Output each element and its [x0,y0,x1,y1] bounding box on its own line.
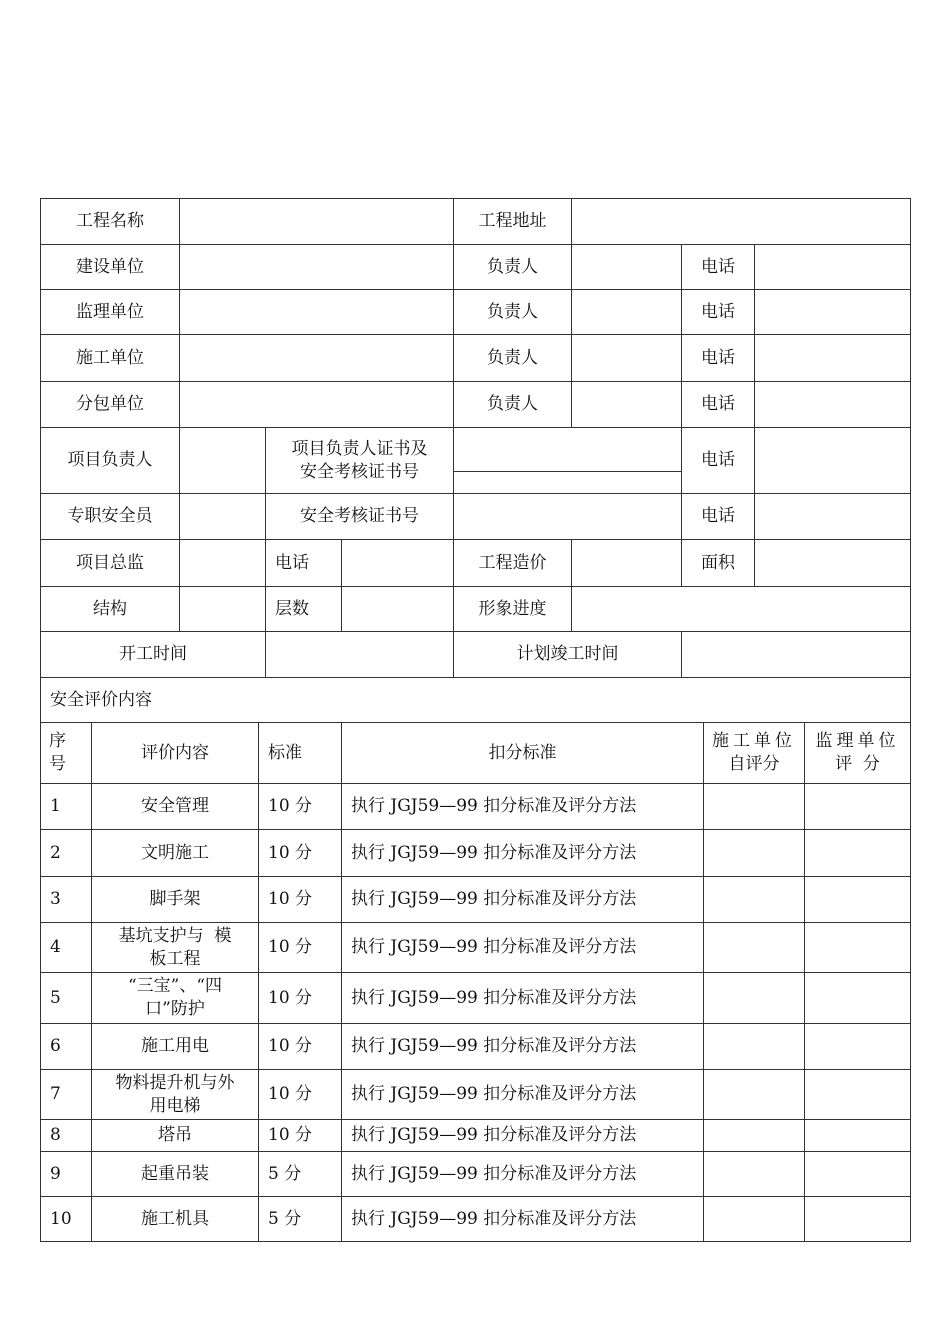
row-method: 执行 JGJ59—99 扣分标准及评分方法 [342,830,704,877]
supervisor-score-header-line2: 评 分 [835,754,880,774]
row-method: 执行 JGJ59—99 扣分标准及评分方法 [342,1197,704,1242]
table-row [41,923,911,973]
structure-label: 结构 [41,587,180,632]
project-info-table [40,198,911,723]
person-label: 负责人 [454,290,572,335]
row-self-score[interactable] [704,973,805,1024]
table-row [41,973,911,1024]
supervisor-score-header [805,723,911,784]
project-manager-label: 项目负责人 [41,428,180,494]
pm-phone-value[interactable] [755,428,911,494]
row-method: 执行 JGJ59—99 扣分标准及评分方法 [342,1070,704,1120]
row-supervisor-score[interactable] [805,1070,911,1120]
unit-value[interactable] [180,245,454,290]
person-value[interactable] [572,382,682,428]
row-self-score[interactable] [704,830,805,877]
row-method: 执行 JGJ59—99 扣分标准及评分方法 [342,1152,704,1197]
row-content: 文明施工 [92,830,259,877]
project-name-label: 工程名称 [41,199,180,245]
person-value[interactable] [572,290,682,335]
unit-label: 建设单位 [41,245,180,290]
safety-officer-value[interactable] [180,494,266,540]
index-header [41,723,92,784]
row-self-score[interactable] [704,1070,805,1120]
row-supervisor-score[interactable] [805,1024,911,1070]
row-content [92,1070,259,1120]
row-content-line1: “三宝”、“四 [127,976,223,996]
safety-phone-label: 电话 [682,494,755,540]
row-self-score[interactable] [704,877,805,923]
unit-label: 施工单位 [41,335,180,382]
project-address-value[interactable] [572,199,911,245]
supervisor-score-header-line1: 监理单位 [815,731,900,751]
unit-row [41,335,911,382]
standard-header: 标准 [259,723,342,784]
row-supervisor-score[interactable] [805,784,911,830]
person-label: 负责人 [454,245,572,290]
chief-phone-label: 电话 [266,540,342,587]
row-content-line2: 口”防护 [145,999,205,1019]
table-row [41,877,911,923]
row-standard: 10 分 [259,973,342,1024]
table-row [41,830,911,877]
row-content-line2: 用电梯 [149,1095,201,1116]
chief-supervisor-row [41,540,911,587]
deduction-header: 扣分标准 [342,723,704,784]
row-content-line1: 物料提升机与外 [115,1072,235,1093]
chief-phone-value[interactable] [342,540,454,587]
row-self-score[interactable] [704,1120,805,1152]
project-manager-row-top [41,428,911,472]
content-header: 评价内容 [92,723,259,784]
table-row [41,1024,911,1070]
cost-label: 工程造价 [454,540,572,587]
row-content: 起重吊装 [92,1152,259,1197]
structure-row [41,587,911,632]
phone-value[interactable] [755,335,911,382]
row-index: 6 [41,1024,92,1070]
row-standard: 5 分 [259,1197,342,1242]
row-standard: 10 分 [259,1024,342,1070]
table-row [41,1197,911,1242]
start-time-label: 开工时间 [41,632,266,678]
self-score-header-line1: 施工单位 [712,731,796,751]
phone-label: 电话 [682,382,755,428]
row-index: 10 [41,1197,92,1242]
person-value[interactable] [572,335,682,382]
row-content: 施工用电 [92,1024,259,1070]
pm-phone-label: 电话 [682,428,755,494]
evaluation-table [40,722,911,1242]
row-supervisor-score[interactable] [805,973,911,1024]
row-method: 执行 JGJ59—99 扣分标准及评分方法 [342,923,704,973]
row-self-score[interactable] [704,784,805,830]
unit-label: 监理单位 [41,290,180,335]
section-title-row [41,678,911,723]
row-index: 2 [41,830,92,877]
phone-label: 电话 [682,335,755,382]
person-label: 负责人 [454,382,572,428]
row-method: 执行 JGJ59—99 扣分标准及评分方法 [342,1120,704,1152]
unit-row [41,245,911,290]
phone-value[interactable] [755,245,911,290]
phone-value[interactable] [755,382,911,428]
row-content-line1: 基坑支护与 模 [118,925,232,946]
safety-cert-value[interactable] [454,494,682,540]
planned-completion-value[interactable] [682,632,911,678]
project-name-value[interactable] [180,199,454,245]
row-supervisor-score[interactable] [805,877,911,923]
phone-label: 电话 [682,290,755,335]
schedule-row [41,632,911,678]
row-method: 执行 JGJ59—99 扣分标准及评分方法 [342,784,704,830]
safety-officer-label: 专职安全员 [41,494,180,540]
safety-phone-value[interactable] [755,494,911,540]
row-method: 执行 JGJ59—99 扣分标准及评分方法 [342,1024,704,1070]
area-label: 面积 [682,540,755,587]
row-content-line2: 板工程 [149,948,201,969]
self-score-header [704,723,805,784]
row-supervisor-score[interactable] [805,1197,911,1242]
row-standard: 10 分 [259,1120,342,1152]
unit-value[interactable] [180,335,454,382]
row-index: 9 [41,1152,92,1197]
chief-supervisor-value[interactable] [180,540,266,587]
floors-value[interactable] [342,587,454,632]
phone-value[interactable] [755,290,911,335]
index-header-line2: 号 [49,754,66,774]
person-label: 负责人 [454,335,572,382]
row-supervisor-score[interactable] [805,830,911,877]
progress-value[interactable] [572,587,911,632]
self-score-header-line2: 自评分 [728,754,780,774]
index-header-line1: 序 [49,731,66,751]
pm-cert-label [266,428,454,494]
table-row [41,1120,911,1152]
safety-cert-label: 安全考核证书号 [266,494,454,540]
table-row [41,784,911,830]
unit-value[interactable] [180,382,454,428]
phone-label: 电话 [682,245,755,290]
row-content [92,973,259,1024]
structure-value[interactable] [180,587,266,632]
person-value[interactable] [572,245,682,290]
row-index: 4 [41,923,92,973]
unit-row [41,382,911,428]
pm-cert-value-1[interactable] [454,428,682,472]
section-title: 安全评价内容 [41,678,911,723]
chief-supervisor-label: 项目总监 [41,540,180,587]
start-time-value[interactable] [266,632,454,678]
row-self-score[interactable] [704,1152,805,1197]
evaluation-header-row [41,723,911,784]
safety-evaluation-form [40,198,910,1242]
row-content: 脚手架 [92,877,259,923]
row-content: 安全管理 [92,784,259,830]
area-value[interactable] [755,540,911,587]
pm-cert-label-line1: 项目负责人证书及 [291,438,428,459]
row-standard: 10 分 [259,877,342,923]
project-address-label: 工程地址 [454,199,572,245]
row-supervisor-score[interactable] [805,1120,911,1152]
row-supervisor-score[interactable] [805,923,911,973]
row-index: 1 [41,784,92,830]
row-index: 8 [41,1120,92,1152]
row-supervisor-score[interactable] [805,1152,911,1197]
row-method: 执行 JGJ59—99 扣分标准及评分方法 [342,877,704,923]
row-content: 施工机具 [92,1197,259,1242]
pm-cert-value-2[interactable] [454,472,682,494]
row-self-score[interactable] [704,1197,805,1242]
row-self-score[interactable] [704,1024,805,1070]
table-row [41,1070,911,1120]
floors-label: 层数 [266,587,342,632]
table-row [41,1152,911,1197]
row-index: 7 [41,1070,92,1120]
row-self-score[interactable] [704,923,805,973]
row-standard: 5 分 [259,1152,342,1197]
row-index: 5 [41,973,92,1024]
safety-officer-row [41,494,911,540]
row-content: 塔吊 [92,1120,259,1152]
row-content [92,923,259,973]
planned-completion-label: 计划竣工时间 [454,632,682,678]
project-name-row [41,199,911,245]
row-standard: 10 分 [259,784,342,830]
unit-row [41,290,911,335]
row-index: 3 [41,877,92,923]
row-method: 执行 JGJ59—99 扣分标准及评分方法 [342,973,704,1024]
pm-cert-label-line2: 安全考核证书号 [300,461,419,482]
row-standard: 10 分 [259,1070,342,1120]
unit-value[interactable] [180,290,454,335]
progress-label: 形象进度 [454,587,572,632]
unit-label: 分包单位 [41,382,180,428]
cost-value[interactable] [572,540,682,587]
project-manager-value[interactable] [180,428,266,494]
row-standard: 10 分 [259,830,342,877]
row-standard: 10 分 [259,923,342,973]
